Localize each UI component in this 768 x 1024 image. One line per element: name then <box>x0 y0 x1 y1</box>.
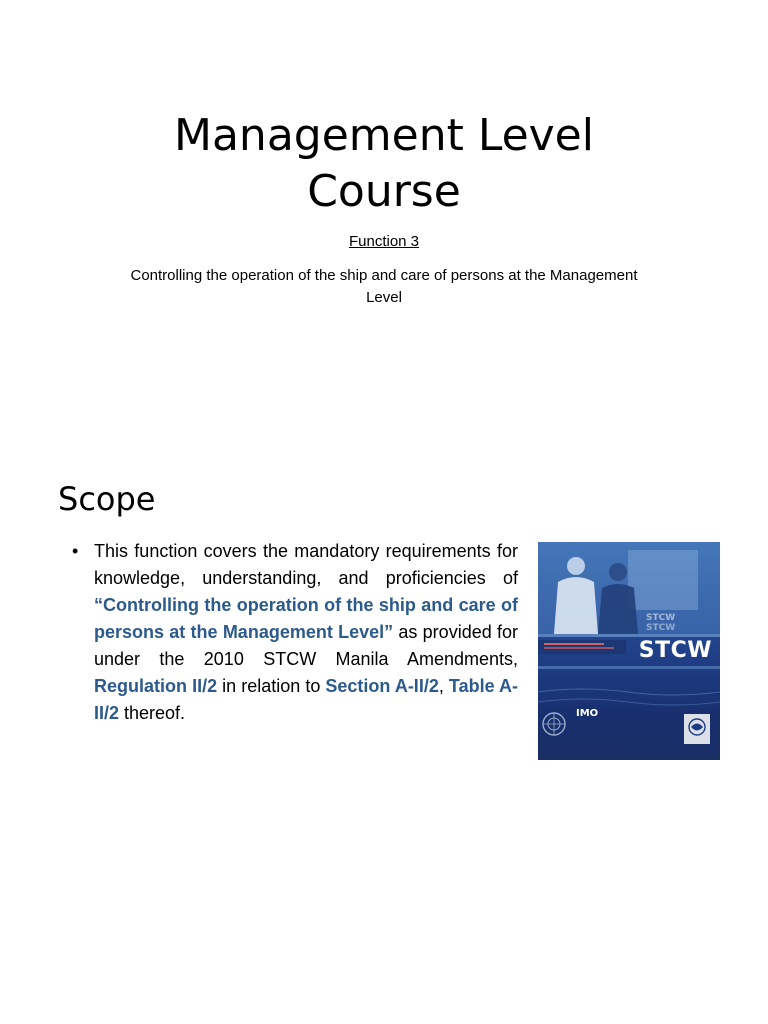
bullet-marker: • <box>72 541 79 561</box>
highlight-function-title: “Controlling the operation of the ship and care of persons at the Management Level” <box>94 595 518 642</box>
imo-seal-icon <box>684 714 710 744</box>
highlight-regulation: Regulation II/2 <box>94 676 218 696</box>
bullet-text-2: as provided for under the 2010 STCW Manila Amendments, <box>94 622 518 669</box>
title-line-2: Course <box>307 166 461 217</box>
stcw-cover-image <box>538 542 720 760</box>
page-title <box>0 108 768 220</box>
scope-bullet <box>72 538 518 727</box>
un-emblem-icon <box>543 713 565 735</box>
cover-stcw-title: STCW <box>638 638 712 663</box>
title-line-1: Management Level <box>174 110 594 161</box>
cover-imo-label: IMO <box>576 708 599 719</box>
bullet-text-1: This function covers the mandatory requirements for knowledge, understanding, and proficiencies of <box>94 541 518 588</box>
svg-text:STCW: STCW <box>646 623 676 633</box>
bullet-text-3: in relation to <box>217 676 326 696</box>
bullet-text-4: , <box>438 676 449 696</box>
highlight-table: Table A-II/2 <box>94 676 518 723</box>
title-slide <box>0 0 768 430</box>
bullet-text-5: thereof. <box>119 703 186 723</box>
subtitle: Controlling the operation of the ship and care of persons at the Management Level <box>130 267 638 306</box>
function-label: Function 3 <box>348 233 420 250</box>
scope-heading: Scope <box>58 480 156 518</box>
bullet-text <box>94 538 518 727</box>
svg-text:STCW: STCW <box>646 613 676 623</box>
highlight-section: Section A-II/2 <box>325 676 439 696</box>
